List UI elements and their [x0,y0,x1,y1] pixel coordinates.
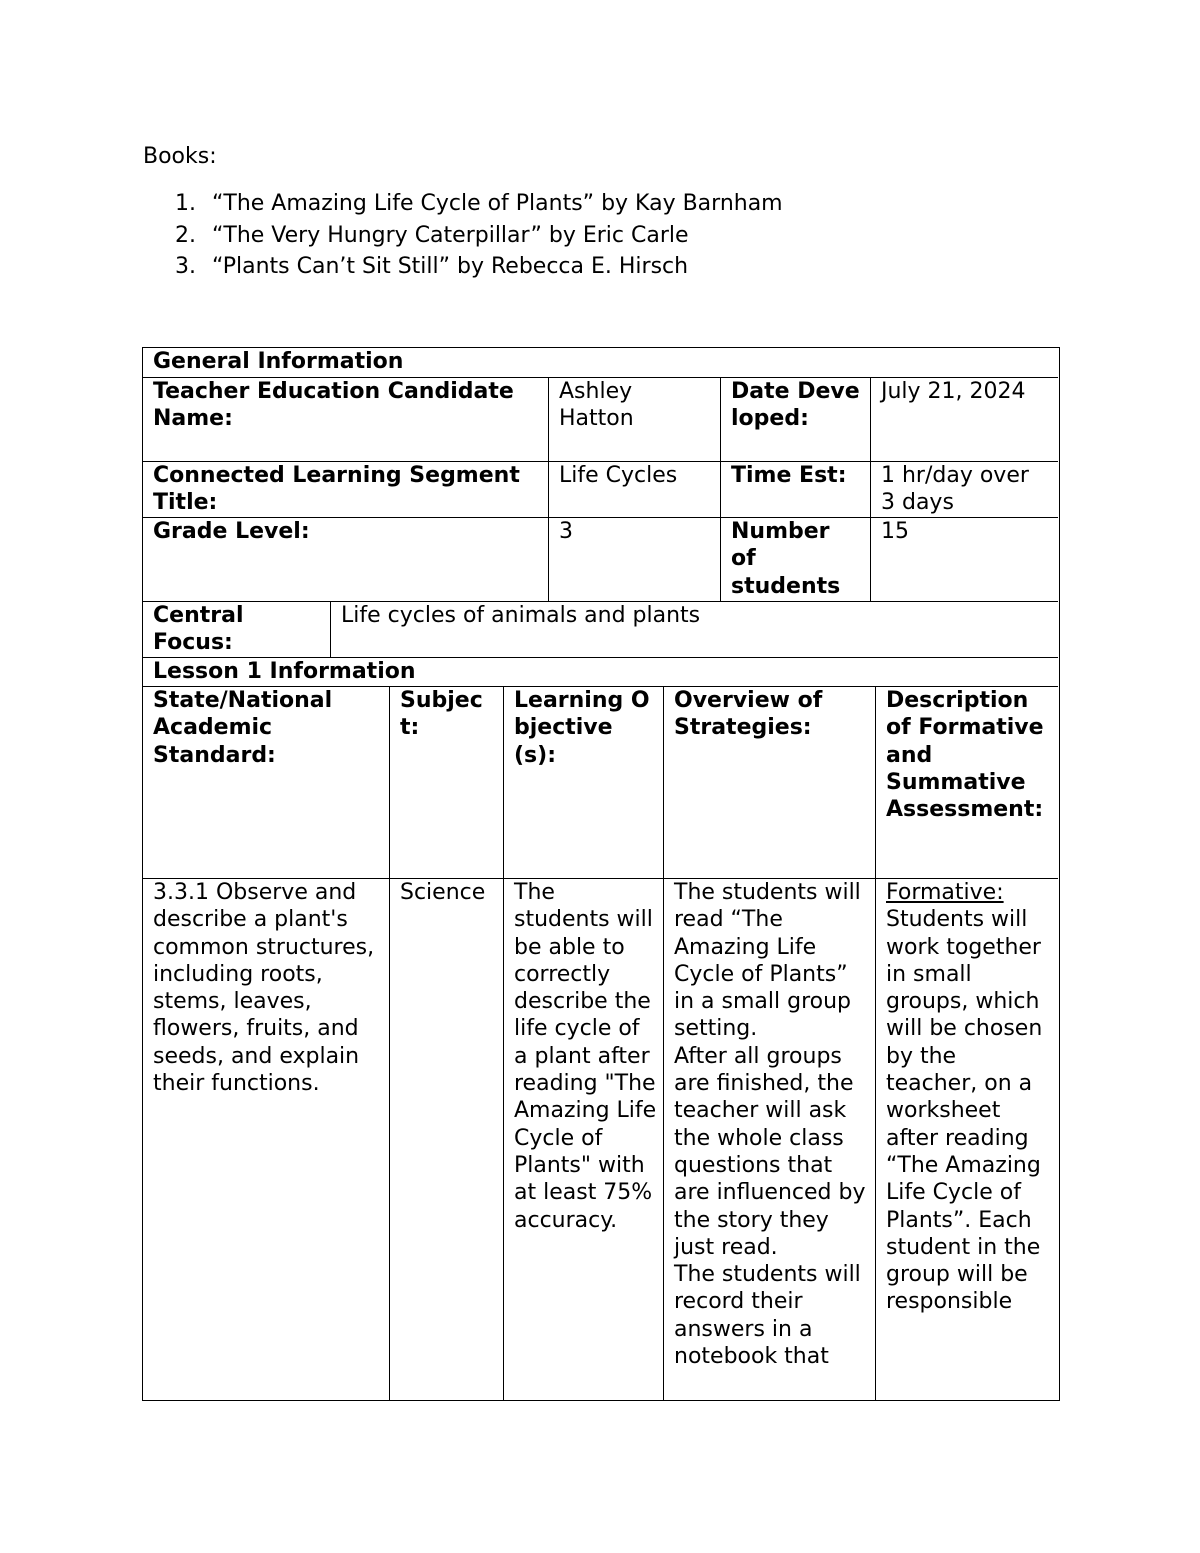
date-developed-label: Date Developed: [720,378,870,461]
list-item-text: “The Amazing Life Cycle of Plants” by Kay Barnham [212,191,783,216]
list-item [175,188,783,220]
lesson-1-information-title: Lesson 1 Information [153,659,416,684]
standard-text: 3.3.1 Observe and describe a plant's common structures, including roots, stems, leaves, flowers, fruits, and seeds, and explain their functions. [153,880,375,1097]
central-focus-label: Central Focus: [153,603,244,656]
candidate-name-value: Ashley Hatton [548,378,720,461]
list-item-text: “The Very Hungry Caterpillar” by Eric Carle [212,222,689,248]
strategy-paragraph: After all groups are finished, the teacher will ask the whole class questions that are influenced by the story they just read. [674,1043,866,1260]
central-focus-value: Life cycles of animals and plants [330,602,1058,657]
learning-objectives-header: Learning Objective(s): [503,687,663,878]
list-item-number: 2. [175,222,196,248]
time-estimate-label: Time Est: [720,462,870,517]
assessment-cell [875,879,1058,1400]
segment-row [143,461,1058,517]
strategy-paragraph: The students will record their answers in a notebook that [674,1262,861,1370]
strategies-cell [663,879,875,1400]
learning-objective-text: The students will be able to correctly describe the life cycle of a plant after reading "The Amazing Life Cycle of Plants" with at least 75% accuracy. [503,879,663,1400]
lesson-1-content-row [143,878,1058,1400]
formative-label: Formative: [886,880,1004,905]
general-information-row [143,348,1058,377]
lesson-1-header-row [143,686,1058,878]
strategy-paragraph: The students will read “The Amazing Life Cycle of Plants” in a small group setting. [674,880,861,1042]
standard-header: State/National Academic Standard: [153,688,333,768]
formative-description: Students will work together in small groups, which will be chosen by the teacher, on a worksheet after reading “The Amazing Life Cycle of Plants”. Each student in the group will be responsible [886,907,1043,1315]
list-item-text: “Plants Can’t Sit Still” by Rebecca E. Hirsch [212,254,689,279]
general-information-title: General Information [153,349,404,374]
segment-title-value: Life Cycles [548,462,720,517]
grade-row [143,517,1058,601]
books-list [175,188,783,283]
subject-text: Science [389,879,503,1400]
segment-title-label: Connected Learning Segment Title: [153,463,520,516]
list-item-number: 3. [175,254,196,279]
list-item [175,251,783,283]
grade-level-value: 3 [548,518,720,601]
candidate-name-label: Teacher Education Candidate Name: [153,379,514,432]
number-of-students-label: Number of students [720,518,870,601]
candidate-row [143,377,1058,461]
number-of-students-value: 15 [870,518,1058,601]
date-developed-value: July 21, 2024 [870,378,1058,461]
books-heading: Books: [143,144,217,169]
lesson-plan-table [142,347,1060,1401]
strategies-header: Overview of Strategies: [663,687,875,878]
central-focus-row [143,601,1058,657]
assessment-header: Description of Formative and Summative Assessment: [875,687,1058,878]
grade-level-label: Grade Level: [153,519,310,544]
lesson-1-information-row [143,657,1058,686]
list-item [175,220,783,252]
time-estimate-value: 1 hr/day over 3 days [870,462,1058,517]
subject-header: Subject: [389,687,503,878]
list-item-number: 1. [175,191,196,216]
